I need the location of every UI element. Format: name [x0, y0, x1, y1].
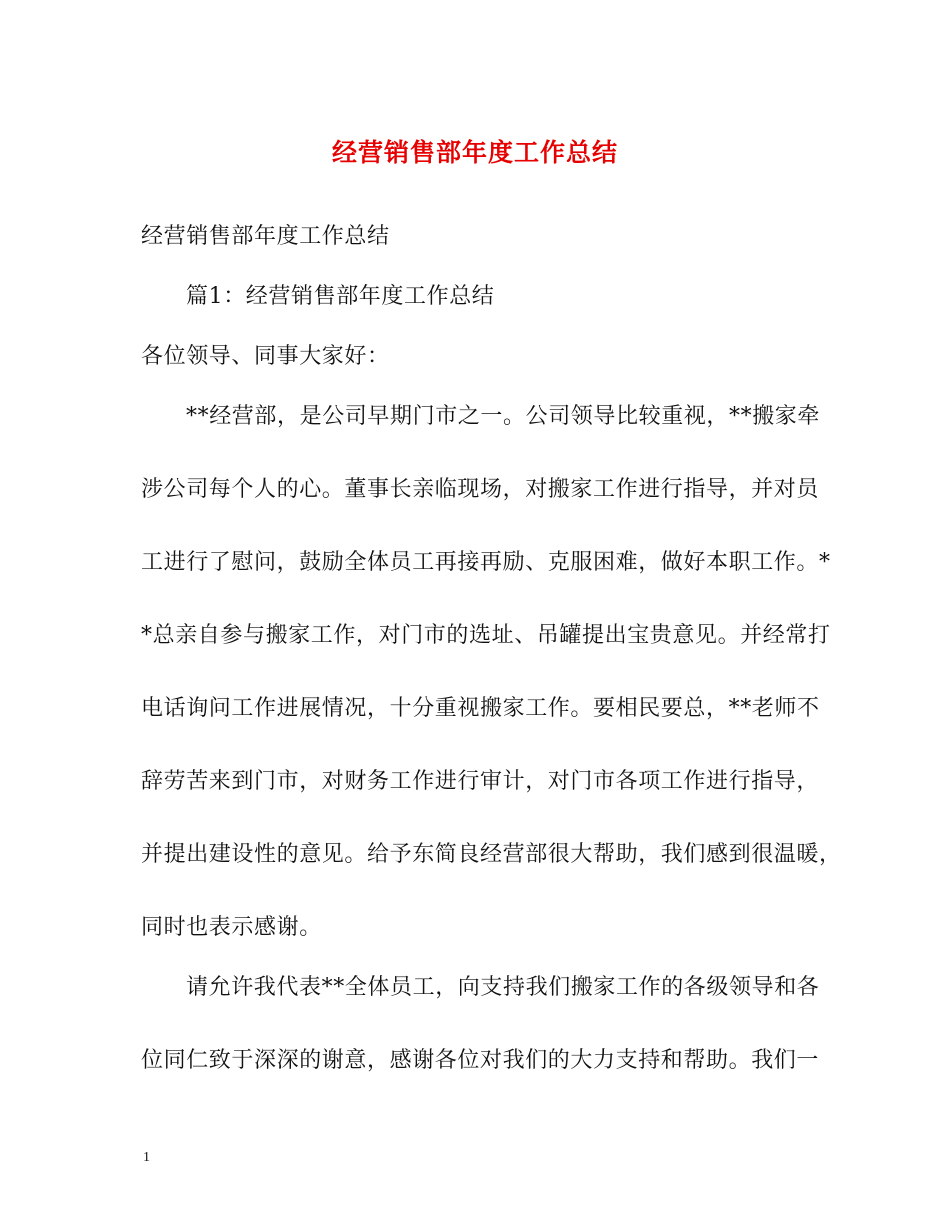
- paragraph-line: 辞劳苦来到门市，对财务工作进行审计，对门市各项工作进行指导，: [141, 769, 820, 794]
- paragraph-line: 并提出建设性的意见。给予东简良经营部很大帮助，我们感到很温暖，: [141, 842, 842, 867]
- paragraph-line: 请允许我代表**全体员工，向支持我们搬家工作的各级领导和各: [186, 975, 820, 1000]
- greeting-line: 各位领导、同事大家好：: [141, 344, 390, 369]
- document-title: 经营销售部年度工作总结: [331, 138, 618, 167]
- subtitle-line: 经营销售部年度工作总结: [141, 224, 390, 249]
- paragraph-line: 同时也表示感谢。: [141, 915, 322, 940]
- paragraph-line: **经营部，是公司早期门市之一。公司领导比较重视，**搬家牵: [186, 404, 821, 429]
- paragraph-line: 工进行了慰问，鼓励全体员工再接再励、克服困难，做好本职工作。*: [141, 550, 831, 575]
- page-number: 1: [143, 1150, 150, 1165]
- section-heading: 篇1：经营销售部年度工作总结: [186, 284, 495, 309]
- paragraph-line: 涉公司每个人的心。董事长亲临现场，对搬家工作进行指导，并对员: [141, 477, 820, 502]
- paragraph-line: 位同仁致于深深的谢意，感谢各位对我们的大力支持和帮助。我们一: [141, 1048, 820, 1073]
- paragraph-line: 电话询问工作进展情况，十分重视搬家工作。要相民要总，**老师不: [141, 696, 820, 721]
- paragraph-line: *总亲自参与搬家工作，对门市的选址、吊罐提出宝贵意见。并经常打: [141, 623, 831, 648]
